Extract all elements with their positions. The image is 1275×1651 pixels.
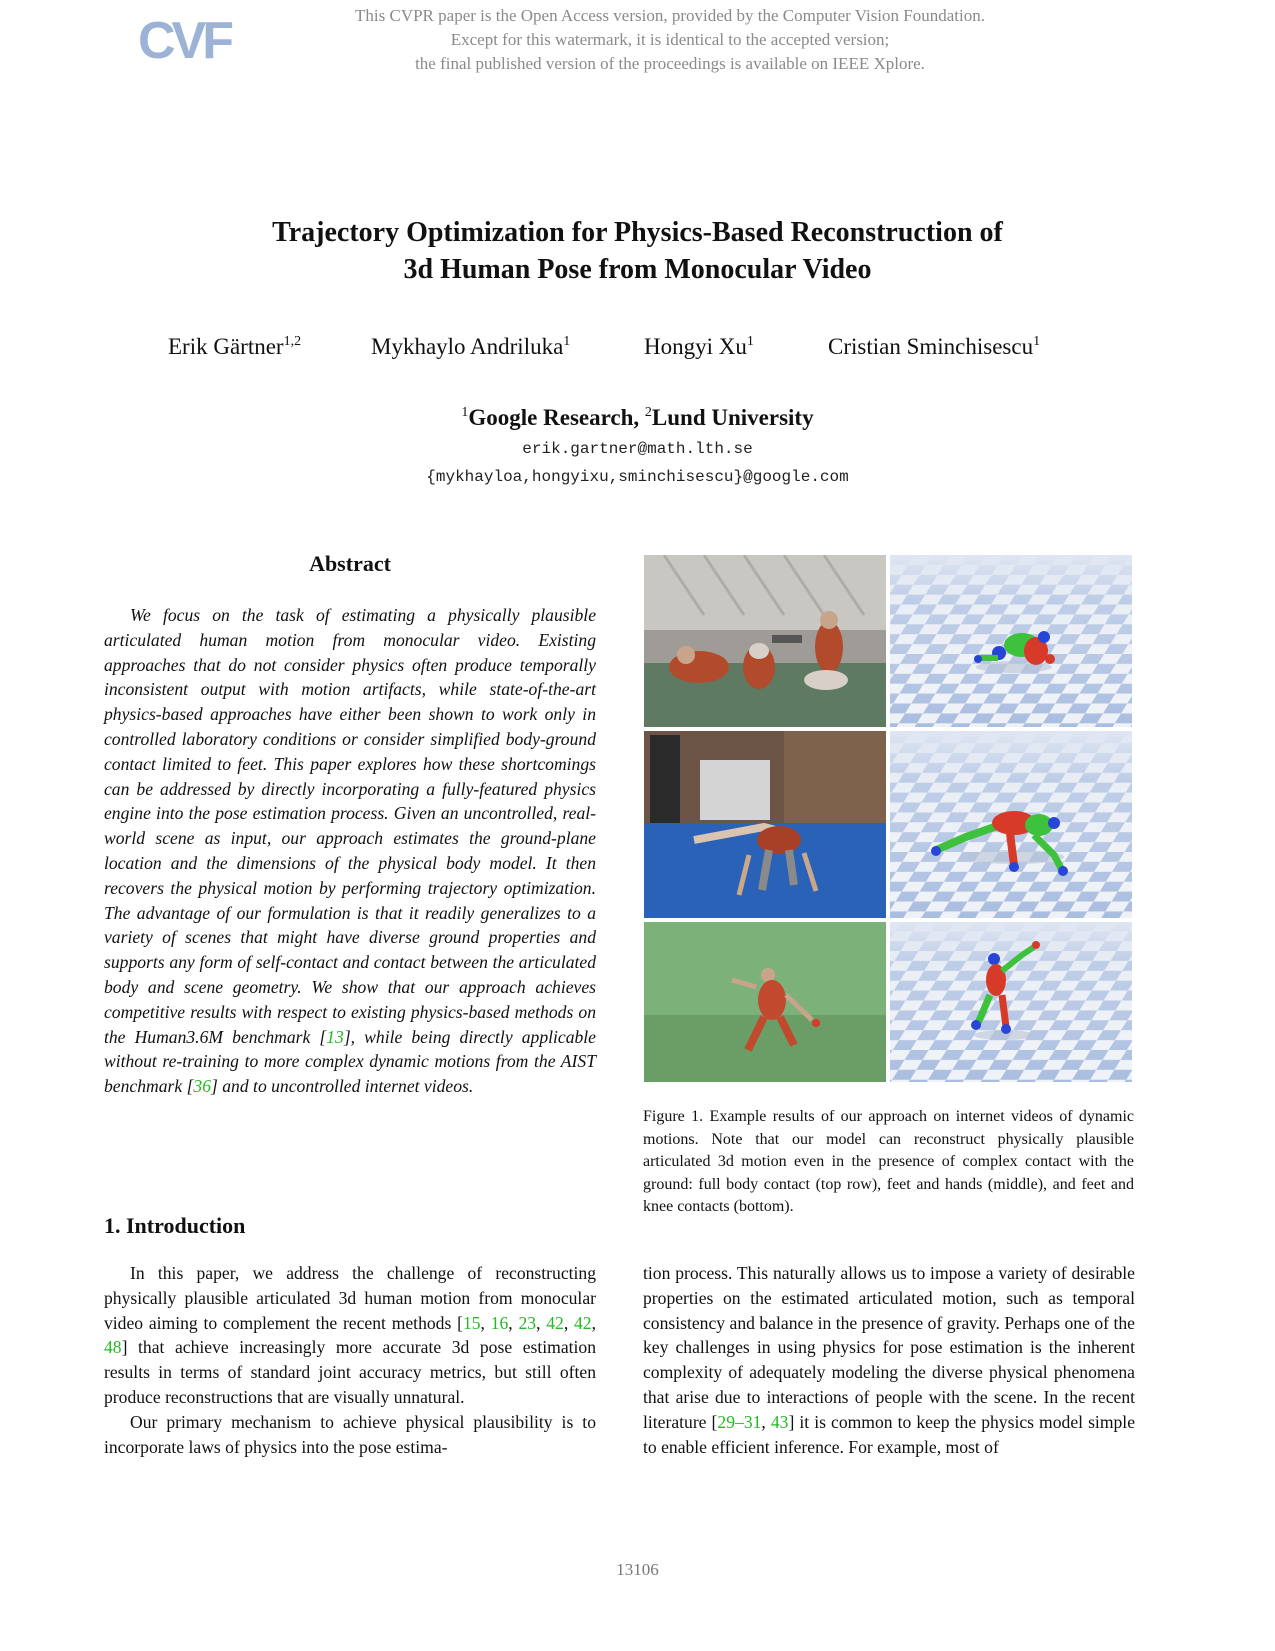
citation-link[interactable]: 31 [743, 1411, 762, 1432]
watermark-line-3: the final published version of the proceedings is available on IEEE Xplore. [415, 54, 925, 73]
intro-paragraph-1: In this paper, we address the challenge of reconstructing physically plausible articulated 3d human motion from monocular video aiming to complement the recent methods [15, 16, 23, 42, 42, 48] that achieve increasingly more accurate 3d pose estimation results in terms of standard joint accuracy metrics, but still often produce reconstructions that are visually unnatural. [104, 1263, 596, 1407]
photo-row-1 [644, 555, 886, 727]
watermark-line-2: Except for this watermark, it is identical to the accepted version; [450, 30, 890, 49]
photo-row-3 [644, 922, 886, 1082]
cvf-logo-text: CVF [138, 12, 230, 70]
abstract-heading: Abstract [309, 551, 391, 576]
author-2: Mykhaylo Andriluka$^1$ [371, 334, 571, 359]
intro-right-column [643, 1261, 1135, 1459]
figure-1-caption: Figure 1. Example results of our approach on internet videos of dynamic motions. Note that our model can reconstruct physically plausible articulated 3d motion even in the presence of complex contact with the ground: full body contact (top row), feet and hands (middle), and feet and knee contacts (bottom). [643, 1108, 1134, 1216]
intro-left-column [104, 1261, 596, 1459]
abstract-body: We focus on the task of estimating a physically plausible articulated human motion from monocular video. Existing approaches that do not consider physics often produce temporally inconsistent output with motion artifacts, while state-of-the-art physics-based approaches have either been shown to work only in controlled laboratory conditions or consider simplified body-ground contact limited to feet. This paper explores how these shortcomings can be addressed by directly incorporating a fully-featured physics engine into the pose estimation process. Given an uncontrolled, real-world scene as input, our approach estimates the ground-plane location and the dimensions of the physical body model. It then recovers the physical motion by performing trajectory optimization. The advantage of our formulation is that it readily generalizes to a variety of scenes that might have diverse ground properties and supports any form of self-contact and contact between the articulated body and scene geometry. We show that our approach achieves competitive results with respect to existing physics-based methods on the Human3.6M benchmark [13], while being directly applicable without re-training to more complex dynamic motions from the AIST benchmark [36] and to uncontrolled internet videos. [104, 605, 596, 1097]
email-1: erik.gartner@math.lth.se [522, 440, 753, 458]
citation-link[interactable]: 16 [490, 1312, 509, 1333]
citation-link[interactable]: 42 [546, 1312, 564, 1333]
photo-row-2 [644, 731, 886, 918]
citation-link[interactable]: 29 [717, 1411, 736, 1432]
page-number: 13106 [616, 1560, 659, 1579]
paper-title-line-1: Trajectory Optimization for Physics-Based Reconstruction of [272, 217, 1003, 248]
render-row-2 [890, 731, 1132, 918]
section-heading-introduction: 1. Introduction [104, 1213, 246, 1238]
author-4: Cristian Sminchisescu$^1$ [828, 334, 1041, 359]
citation-link[interactable]: 23 [518, 1312, 537, 1333]
citation-link[interactable]: 48 [104, 1337, 122, 1358]
affiliations: $^1$Google Research, $^2$Lund University [461, 405, 814, 430]
render-row-1 [890, 555, 1132, 727]
watermark-line-1: This CVPR paper is the Open Access version, provided by the Computer Vision Foundation. [355, 6, 985, 25]
email-2: {mykhayloa,hongyixu,sminchisescu}@google.com [426, 468, 849, 486]
citation-link[interactable]: 43 [770, 1411, 789, 1432]
citation-link[interactable]: 36 [193, 1076, 212, 1097]
cvf-logo [138, 10, 234, 72]
citation-link[interactable]: 42 [574, 1312, 592, 1333]
figure-1-image-grid [644, 555, 1132, 1082]
paper-title-line-2: 3d Human Pose from Monocular Video [403, 254, 872, 285]
intro-paragraph-2: Our primary mechanism to achieve physical plausibility is to incorporate laws of physics into the pose estima- [104, 1411, 596, 1457]
author-3: Hongyi Xu$^1$ [644, 334, 754, 359]
author-1: Erik Gärtner$^{1,2}$ [168, 334, 302, 359]
render-row-3 [890, 922, 1132, 1082]
citation-link[interactable]: 15 [462, 1312, 481, 1333]
intro-paragraph-3: tion process. This naturally allows us to impose a variety of desirable properties on the estimated articulated motion, such as temporal consistency and balance in the presence of gravity. Perhaps one of the key challenges in using physics for pose estimation is the inherent complexity of adequately modeling the diverse physical phenomena that arise due to interactions of people with the scene. In the recent literature [29–31, 43] it is common to keep the physics model simple to enable efficient inference. For example, most of [643, 1263, 1136, 1457]
citation-link[interactable]: 13 [326, 1026, 344, 1047]
